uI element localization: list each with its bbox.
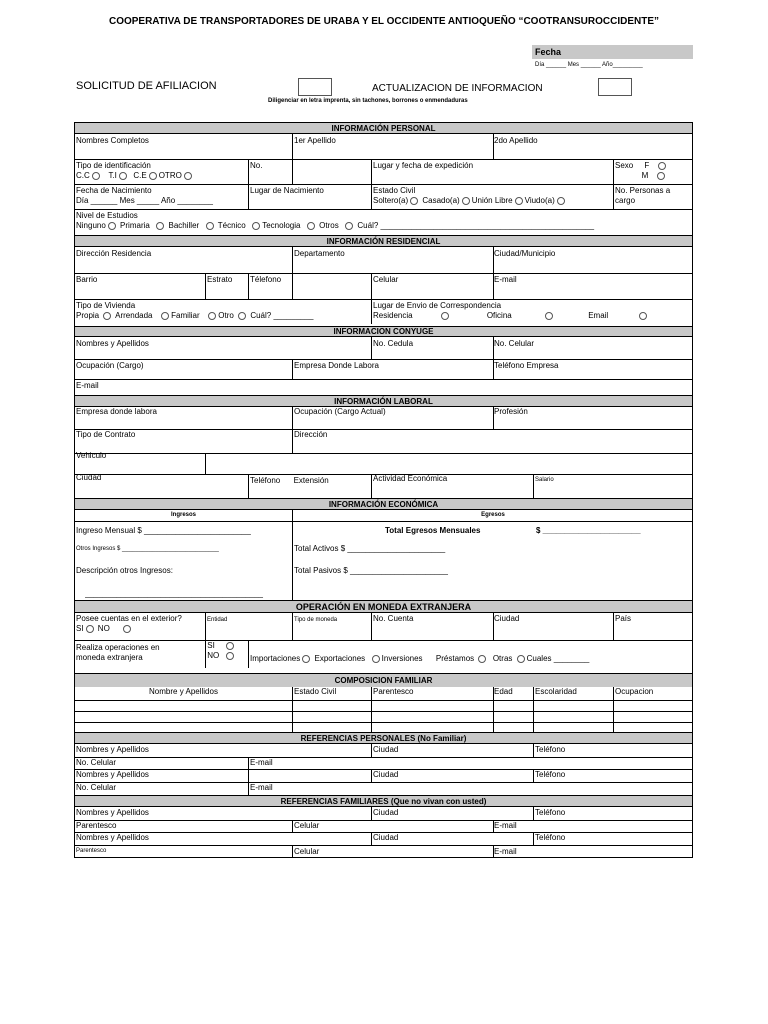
conyuge-celular-field[interactable]: No. Celular [494,339,535,348]
residencia-label: Residencia [373,311,413,320]
tipo-contrato-field[interactable]: Tipo de Contrato [76,430,136,439]
bachiller-label: Bachiller [168,221,200,230]
posee-cuentas-field[interactable] [76,614,204,640]
ingresos-header: Ingresos [170,512,196,518]
ref-familiar-1-ciudad-field[interactable]: Ciudad [373,808,399,817]
familiar-escolaridad-header: Escolaridad [535,687,577,696]
vehiculo-detalle-field[interactable] [207,454,691,475]
tipo-vivienda-field[interactable] [76,301,370,325]
arrendada-radio[interactable] [161,312,169,320]
ref-familiar-2-ciudad-field[interactable]: Ciudad [373,833,399,842]
salario-field[interactable]: Salario [535,477,554,483]
importaciones-label: Importaciones [250,654,301,663]
oficina-label: Oficina [486,311,512,320]
lugar-envio-label: Lugar de Envio de Correspondencia [373,301,502,310]
primaria-label: Primaria [120,221,150,230]
oficina-radio[interactable] [545,312,553,320]
prestamos-radio[interactable] [478,655,486,663]
ref-personal-2-ciudad-field[interactable]: Ciudad [373,770,399,779]
cc-radio[interactable] [92,172,100,180]
propia-radio[interactable] [103,312,111,320]
cooperative-title: COOPERATIVA DE TRANSPORTADORES DE URABA Y EL OCCIDENTE ANTIOQUEÑO “COOTRANSUROCCIDENTE” [108,16,660,27]
estrato-field[interactable]: Estrato [207,275,233,284]
ciudad-laboral-field[interactable]: Ciudad [76,473,102,482]
direccion-residencia-field[interactable]: Dirección Residencia [76,249,152,258]
otro-radio[interactable] [184,172,192,180]
propia-label: Propia [76,311,100,320]
no-cuenta-field[interactable]: No. Cuenta [373,614,414,623]
ref-familiar-1-telefono-field[interactable]: Teléfono [535,808,566,817]
section-ref-familiares-title: REFERENCIAS FAMILIARES (Que no vivan con usted) [75,795,692,807]
otro-label: OTRO [158,171,182,180]
ingreso-mensual-field[interactable]: Ingreso Mensual $ ________________________ [76,526,251,535]
conyuge-telefono-empresa-field[interactable]: Teléfono Empresa [494,361,559,370]
cuales-line: Cuales ________ [526,654,590,663]
ce-label: C.E [133,171,147,180]
posee-no-radio[interactable] [123,625,131,633]
ref-familiar-1-nombres-field[interactable]: Nombres y Apellidos [76,808,149,817]
ninguno-label: Ninguno [76,221,106,230]
otras-radio[interactable] [517,655,525,663]
total-egresos-line[interactable]: $ ______________________ [536,526,641,535]
viudo-radio[interactable] [557,197,565,205]
nombres-completos-field[interactable]: Nombres Completos [76,136,149,145]
tipo-vivienda-label: Tipo de Vivienda [76,301,136,310]
pais-field[interactable]: País [615,614,632,623]
ref-familiar-2-nombres-field[interactable]: Nombres y Apellidos [76,833,149,842]
section-familiar-title: COMPOSICION FAMILIAR [75,673,692,687]
arrendada-label: Arrendada [115,311,153,320]
actualizacion-label: ACTUALIZACION DE INFORMACION [372,83,543,94]
ce-radio[interactable] [149,172,157,180]
sexo-f-radio[interactable] [658,162,666,170]
conyuge-nombres-field[interactable]: Nombres y Apellidos [76,339,149,348]
realiza-si-no-field[interactable] [205,641,250,667]
sexo-m-radio[interactable] [657,172,665,180]
casado-label: Casado(a) [422,196,460,205]
ninguno-radio[interactable] [108,222,116,230]
realiza-si-label: SI [207,641,215,650]
instructions-text: Diligenciar en letra imprenta, sin tachones, borrones o enmendaduras [268,98,468,104]
telefono-laboral-label: Teléfono [250,476,281,485]
ti-label: T.I [108,171,117,180]
nivel-estudios-label: Nivel de Estudios [76,211,138,220]
descripcion-otros-ingresos-label: Descripción otros Ingresos: [76,566,173,575]
telefono-residencia-field[interactable]: Télefono [250,275,282,284]
realiza-no-label: NO [207,651,220,660]
familiar-label: Familiar [171,311,200,320]
section-ref-personales-title: REFERENCIAS PERSONALES (No Familiar) [75,732,692,744]
tecnico-radio[interactable] [252,222,260,230]
otras-label: Otras [492,654,513,663]
familiar-radio[interactable] [208,312,216,320]
total-pasivos-field[interactable]: Total Pasivos $ ______________________ [294,566,448,575]
ocupacion-actual-field[interactable]: Ocupación (Cargo Actual) [294,407,386,416]
entidad-field[interactable]: Entidad [207,617,228,623]
otro-vivienda-radio[interactable] [238,312,246,320]
form-table [74,122,693,858]
nivel-estudios-field[interactable] [76,211,691,235]
solicitud-afiliacion-label: SOLICITUD DE AFILIACION [76,80,217,92]
personas-a-cargo-field[interactable]: No. Personas a cargo [615,186,671,205]
solicitud-checkbox[interactable] [298,78,332,96]
vehiculo-field[interactable]: Vehiculo [76,451,107,460]
tipo-identificacion-field[interactable] [76,161,248,185]
residencia-radio[interactable] [441,312,449,320]
fecha-label: Fecha [532,45,693,59]
section-personal-title: INFORMACIÓN PERSONAL [75,122,692,134]
lugar-fecha-expedicion-field[interactable]: Lugar y fecha de expedición [373,161,474,170]
posee-si-label: SI [76,624,84,633]
conyuge-cedula-field[interactable]: No. Cedula [373,339,414,348]
primaria-radio[interactable] [156,222,164,230]
section-laboral-title: INFORMACIÓN LABORAL [75,395,692,407]
ref-personal-2-telefono-field[interactable]: Teléfono [535,770,566,779]
celular-residencia-field[interactable]: Celular [373,275,399,284]
tipo-operaciones-field[interactable] [250,654,691,666]
extension-label: Extensión [293,476,329,485]
ref-personal-2-nombres-field[interactable]: Nombres y Apellidos [76,770,149,779]
primer-apellido-field[interactable]: 1er Apellido [294,136,336,145]
actualizacion-checkbox[interactable] [598,78,632,96]
posee-no-label: NO [97,624,110,633]
bachiller-radio[interactable] [206,222,214,230]
sexo-field[interactable] [615,161,691,185]
conyuge-ocupacion-field[interactable]: Ocupación (Cargo) [76,361,144,370]
soltero-radio[interactable] [410,197,418,205]
estado-civil-field[interactable] [373,186,613,210]
realiza-label: Realiza operaciones en [76,643,160,652]
ti-radio[interactable] [119,172,127,180]
direccion-laboral-field[interactable]: Dirección [294,430,328,439]
numero-documento-field[interactable]: No. [250,161,263,170]
familiar-parentesco-header: Parentesco [373,687,414,696]
email-opcion-radio[interactable] [639,312,647,320]
ref-personal-1-email-field[interactable]: E-mail [250,758,273,767]
ref-familiar-2-celular-field[interactable]: Celular [294,847,320,856]
ciudad-moneda-field[interactable]: Ciudad [494,614,520,623]
ref-personal-1-celular-field[interactable]: No. Celular [76,758,117,767]
ref-familiar-1-celular-field[interactable]: Celular [294,821,320,830]
familiar-estado-civil-header: Estado Civil [294,687,337,696]
empresa-labora-field[interactable]: Empresa donde labora [76,407,157,416]
realiza-no-radio[interactable] [226,652,234,660]
realiza-si-radio[interactable] [226,642,234,650]
ref-personal-1-nombres-field[interactable]: Nombres y Apellidos [76,745,149,754]
ref-familiar-2-parentesco-field[interactable]: Parentesco [76,848,107,854]
actividad-economica-field[interactable]: Actividad Económica [373,474,448,483]
ref-personal-2-email-field[interactable]: E-mail [250,783,273,792]
cc-label: C.C [76,171,90,180]
section-economica-title: INFORMACIÓN ECONÓMICA [75,498,692,510]
total-activos-field[interactable]: Total Activos $ ______________________ [294,544,446,553]
importaciones-radio[interactable] [302,655,310,663]
profesion-field[interactable]: Profesión [494,407,528,416]
section-moneda-title: OPERACIÓN EN MONEDA EXTRANJERA [75,600,692,613]
ref-familiar-2-telefono-field[interactable]: Teléfono [535,833,566,842]
tipo-identificacion-label: Tipo de identificación [76,161,151,170]
ref-personal-2-celular-field[interactable]: No. Celular [76,783,117,792]
conyuge-email-field[interactable]: E-mail [76,381,99,390]
barrio-field[interactable]: Barrio [76,275,98,284]
familiar-nombre-header: Nombre y Apellidos [149,687,218,696]
familiar-ocupacion-header: Ocupacion [615,687,654,696]
cual-vivienda-line: Cuál? _________ [250,311,314,320]
familiar-row[interactable] [75,712,692,722]
ref-familiar-1-parentesco-field[interactable]: Parentesco [76,821,117,830]
departamento-field[interactable]: Departamento [294,249,345,258]
tecnologia-radio[interactable] [307,222,315,230]
exportaciones-label: Exportaciones [314,654,366,663]
fecha-nacimiento-label: Fecha de Nacimiento [76,186,152,195]
telefono-laboral-field[interactable] [250,476,370,498]
otro-vivienda-label: Otro [218,311,234,320]
email-residencia-field[interactable]: E-mail [494,275,517,284]
tipo-moneda-field[interactable]: Tipo de moneda [294,617,338,623]
section-conyuge-title: INFORMACION CONYUGE [75,326,692,337]
egresos-header: Egresos [481,512,505,518]
casado-radio[interactable] [462,197,470,205]
tecnologia-label: Tecnologia [262,221,301,230]
familiar-edad-header: Edad [494,687,513,696]
soltero-label: Soltero(a) [373,196,409,205]
viudo-label: Viudo(a) [524,196,555,205]
ref-familiar-2-email-field[interactable]: E-mail [494,847,517,856]
ciudad-municipio-field[interactable]: Ciudad/Municipio [494,249,556,258]
otros-label: Otros [319,221,339,230]
total-egresos-label: Total Egresos Mensuales [385,526,481,535]
conyuge-empresa-field[interactable]: Empresa Donde Labora [294,361,379,370]
otros-radio[interactable] [345,222,353,230]
ref-familiar-1-email-field[interactable]: E-mail [494,821,517,830]
sexo-m-label: M [641,171,649,180]
union-libre-radio[interactable] [515,197,523,205]
ref-personal-1-telefono-field[interactable]: Teléfono [535,745,566,754]
inversiones-label: Inversiones [381,654,423,663]
ref-personal-1-ciudad-field[interactable]: Ciudad [373,745,399,754]
fecha-line[interactable]: Día ______ Mes ______ Año_________ [535,62,643,68]
otros-ingresos-field[interactable]: Otros Ingresos $ _____________________________ [76,546,219,552]
prestamos-label: Préstamos [435,654,475,663]
posee-cuentas-label: Posee cuentas en el exterior? [76,614,182,623]
exportaciones-radio[interactable] [372,655,380,663]
section-residencial-title: INFORMACIÓN RESIDENCIAL [75,235,692,247]
sexo-f-label: F [644,161,650,170]
email-opcion-label: Email [588,311,609,320]
sexo-label: Sexo [615,161,634,170]
union-libre-label: Unión Libre [471,196,513,205]
fecha-nacimiento-field[interactable] [76,186,248,210]
lugar-envio-field[interactable] [373,301,691,325]
cual-estudios-line: Cuál? ________________________________________________ [357,221,595,230]
familiar-row[interactable] [75,723,692,732]
moneda-extranjera-label: moneda extranjera [76,653,143,662]
posee-si-radio[interactable] [86,625,94,633]
segundo-apellido-field[interactable]: 2do Apellido [494,136,538,145]
fecha-nacimiento-line: Día ______ Mes _____ Año ________ [76,196,214,205]
estado-civil-label: Estado Civil [373,186,416,195]
descripcion-otros-ingresos-line[interactable]: ________________________________________ [85,589,263,598]
realiza-operaciones-label [76,643,204,667]
lugar-nacimiento-field[interactable]: Lugar de Nacimiento [250,186,324,195]
tecnico-label: Técnico [217,221,246,230]
familiar-row[interactable] [75,701,692,711]
